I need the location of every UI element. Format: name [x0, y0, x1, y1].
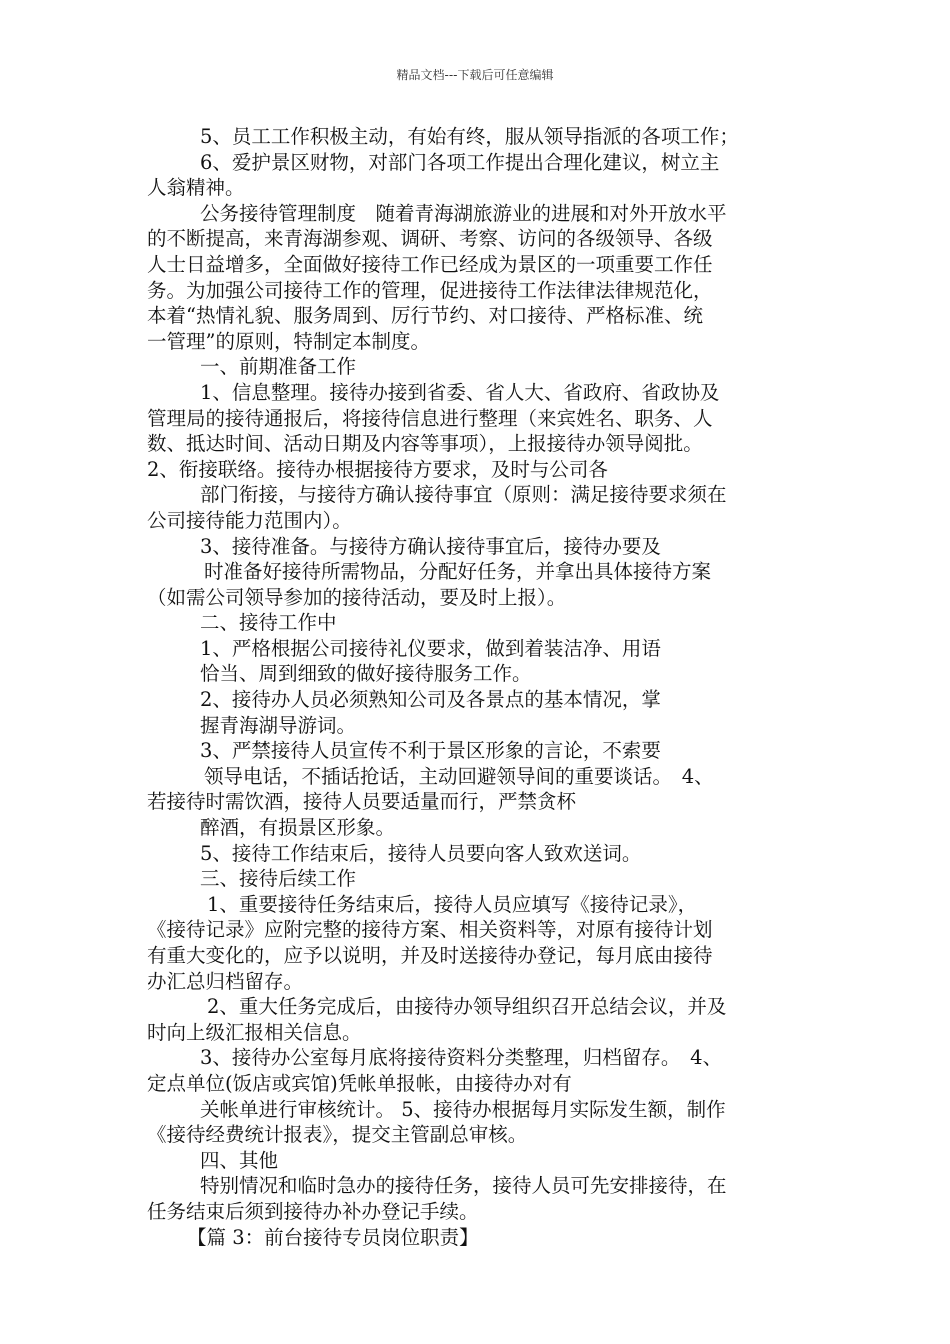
chapter-heading: 【篇 3：前台接待专员岗位职责】 — [187, 1225, 479, 1249]
text-line: 1、信息整理。接待办接到省委、省人大、省政府、省政协及 — [200, 380, 720, 404]
text-line: 人翁精神。 — [147, 176, 245, 200]
text-line: 3、接待办公室每月底将接待资料分类整理，归档留存。 4、 — [200, 1046, 723, 1070]
text-line: 部门衔接，与接待方确认接待事宜（原则：满足接待要求须在 — [200, 483, 727, 507]
section-heading: 三、接待后续工作 — [200, 867, 357, 891]
text-line: 的不断提高，来青海湖参观、调研、考察、访问的各级领导、各级 — [147, 227, 713, 251]
document-body — [147, 124, 811, 1250]
section-heading: 二、接待工作中 — [200, 611, 337, 635]
text-line: 一管理”的原则，特制定本制度。 — [147, 329, 430, 353]
text-line: 5、接待工作结束后，接待人员要向客人致欢送词。 — [200, 841, 642, 865]
text-line: 《接待记录》应附完整的接待方案、相关资料等，对原有接待计划 — [147, 918, 713, 942]
text-line: 有重大变化的，应予以说明，并及时送接待办登记，每月底由接待 — [147, 944, 713, 967]
page-header: 精品文档---下载后可任意编辑 — [396, 68, 554, 82]
text-line: 3、接待准备。与接待方确认接待事宜后，接待办要及 — [200, 534, 661, 558]
text-line: 1、重要接待任务结束后，接待人员应填写《接待记录》， — [207, 892, 698, 916]
text-line: 任务结束后须到接待办补办登记手续。 — [147, 1199, 479, 1223]
text-line: 务。为加强公司接待工作的管理，促进接待工作法律法律规范化， — [147, 278, 713, 302]
text-line: 公务接待管理制度 随着青海湖旅游业的进展和对外开放水平 — [200, 201, 727, 225]
text-line: 管理局的接待通报后，将接待信息进行整理（来宾姓名、职务、人 — [147, 406, 713, 430]
text-line: 定点单位(饭店或宾馆)凭帐单报帐，由接待办对有 — [147, 1071, 572, 1095]
section-heading: 四、其他 — [200, 1148, 279, 1172]
text-line: 2、重大任务完成后，由接待办领导组织召开总结会议，并及 — [207, 995, 727, 1019]
text-line: 醉酒，有损景区形象。 — [200, 816, 396, 840]
text-line: 公司接待能力范围内）。 — [147, 508, 352, 532]
section-heading: 一、前期准备工作 — [200, 355, 357, 379]
text-line: 2、衔接联络。接待办根据接待方要求，及时与公司各 — [147, 457, 608, 481]
text-line: 5、员工工作积极主动，有始有终，服从领导指派的各项工作； — [200, 125, 739, 148]
text-line: 若接待时需饮酒，接待人员要适量而行，严禁贪杯 — [147, 790, 577, 814]
text-line: 领导电话，不插话抢话，主动回避领导间的重要谈话。 4、 — [204, 764, 714, 788]
text-line: 3、严禁接待人员宣传不利于景区形象的言论，不索要 — [200, 739, 661, 763]
text-line: 关帐单进行审核统计。 5、接待办根据每月实际发生额，制作 — [200, 1097, 726, 1121]
text-line: 2、接待办人员必须熟知公司及各景点的基本情况，掌 — [200, 688, 661, 712]
text-line: 办汇总归档留存。 — [147, 969, 304, 993]
text-line: 数、抵达时间、活动日期及内容等事项），上报接待办领导阅批。 — [147, 432, 703, 456]
text-line: （如需公司领导参加的接待活动，要及时上报）。 — [147, 585, 567, 609]
text-line: 恰当、周到细致的做好接待服务工作。 — [200, 662, 532, 686]
text-line: 6、爱护景区财物，对部门各项工作提出合理化建议，树立主 — [200, 150, 720, 174]
text-line: 人士日益增多，全面做好接待工作已经成为景区的一项重要工作任 — [147, 252, 713, 276]
text-line: 握青海湖导游词。 — [200, 713, 357, 737]
text-line: 特别情况和临时急办的接待任务，接待人员可先安排接待，在 — [200, 1174, 727, 1198]
text-line: 《接待经费统计报表》，提交主管副总审核。 — [147, 1123, 528, 1147]
text-line: 时向上级汇报相关信息。 — [147, 1020, 362, 1044]
text-line: 1、严格根据公司接待礼仪要求，做到着装洁净、用语 — [200, 636, 661, 660]
text-line: 时准备好接待所需物品，分配好任务，并拿出具体接待方案 — [204, 560, 712, 584]
text-line: 本着“热情礼貌、服务周到、厉行节约、对口接待、严格标准、统 — [147, 304, 703, 328]
